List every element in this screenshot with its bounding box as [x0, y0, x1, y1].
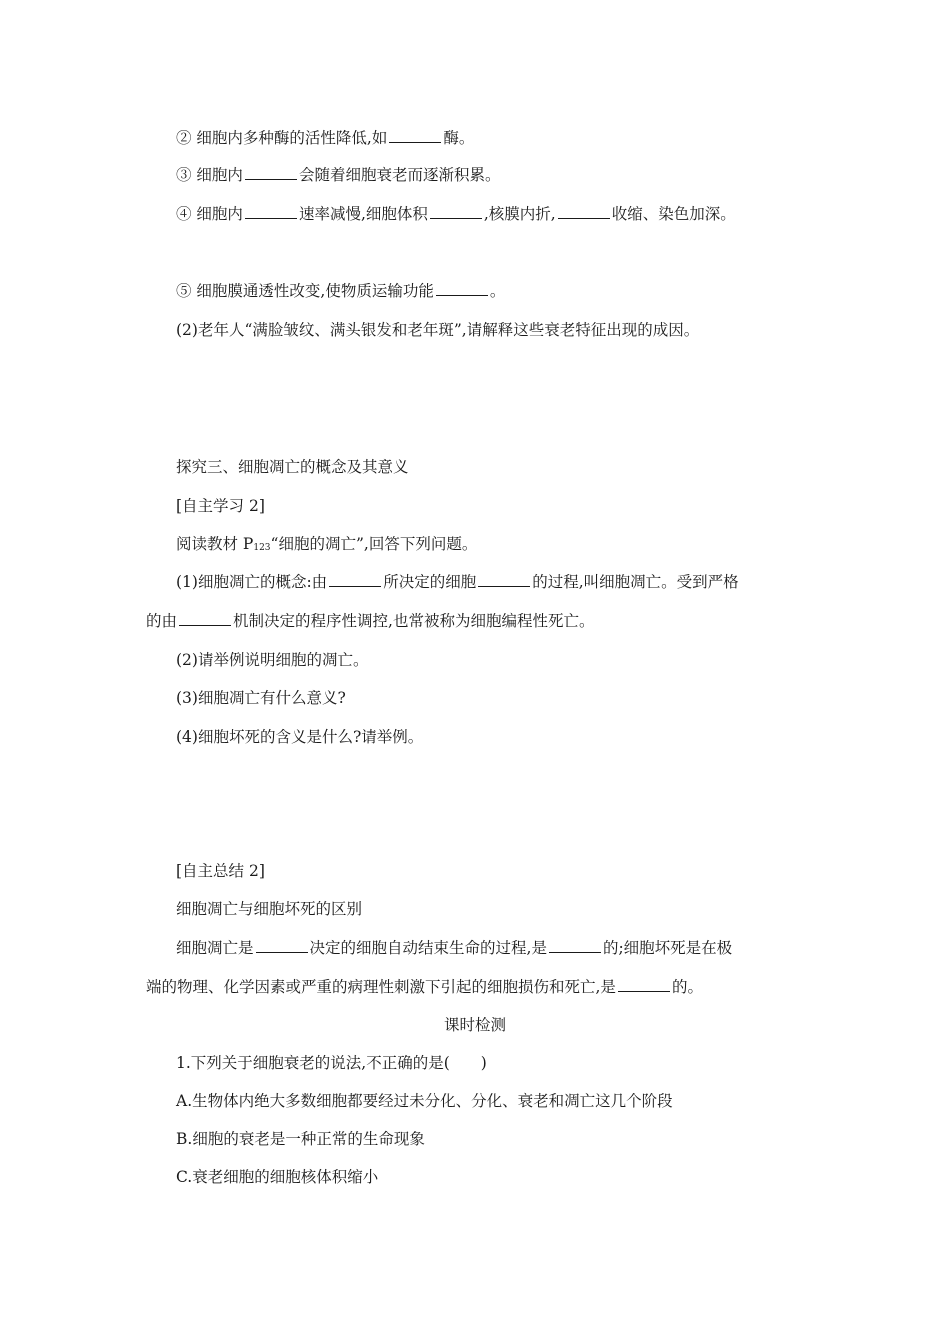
- question-3-significance: (3)细胞凋亡有什么意义?: [176, 689, 346, 707]
- question-1-continuation: 的由 机制决定的程序性调控,也常被称为细胞编程性死亡。: [146, 612, 595, 630]
- blank[interactable]: [245, 165, 297, 180]
- question-4-necrosis: (4)细胞坏死的含义是什么?请举例。: [176, 728, 424, 746]
- blank[interactable]: [618, 977, 670, 992]
- blank[interactable]: [245, 204, 297, 219]
- blank[interactable]: [436, 281, 488, 296]
- summary-paragraph-line-1: 细胞凋亡是 决定的细胞自动结束生命的过程,是 的;细胞坏死是在极: [176, 939, 733, 957]
- item-5-membrane: ⑤ 细胞膜通透性改变,使物质运输功能 。: [176, 282, 506, 300]
- blank[interactable]: [256, 938, 308, 953]
- summary-paragraph-line-2: 端的物理、化学因素或严重的病理性刺激下引起的细胞损伤和死亡,是 的。: [146, 978, 703, 996]
- section-3-heading: 探究三、细胞凋亡的概念及其意义: [176, 458, 409, 476]
- question-1-apoptosis-concept: (1)细胞凋亡的概念:由 所决定的细胞 的过程,叫细胞凋亡。受到严格: [176, 573, 739, 591]
- blank[interactable]: [389, 128, 441, 143]
- option-b: B.细胞的衰老是一种正常的生命现象: [176, 1130, 425, 1148]
- blank[interactable]: [558, 204, 610, 219]
- item-2-enzyme: ② 细胞内多种酶的活性降低,如 酶。: [176, 129, 475, 147]
- question-2-example: (2)请举例说明细胞的凋亡。: [176, 651, 369, 669]
- option-a: A.生物体内绝大多数细胞都要经过未分化、分化、衰老和凋亡这几个阶段: [176, 1092, 673, 1110]
- question-2-elderly: (2)老年人“满脸皱纹、满头银发和老年斑”,请解释这些衰老特征出现的成因。: [176, 321, 700, 339]
- blank[interactable]: [179, 611, 231, 626]
- summary-title: 细胞凋亡与细胞坏死的区别: [176, 900, 363, 918]
- option-c: C.衰老细胞的细胞核体积缩小: [176, 1168, 379, 1186]
- item-3-accumulation: ③ 细胞内 会随着细胞衰老而逐渐积累。: [176, 166, 501, 184]
- blank[interactable]: [549, 938, 601, 953]
- blank[interactable]: [478, 572, 530, 587]
- self-summary-tag: [自主总结 2]: [176, 862, 265, 880]
- reading-instruction: 阅读教材 $P_{123}“$细胞的凋亡”,回答下列问题。: [176, 535, 478, 553]
- self-study-tag: [自主学习 2]: [176, 497, 265, 515]
- blank[interactable]: [329, 572, 381, 587]
- item-4-volume: ④ 细胞内 速率减慢,细胞体积 ,核膜内折, 收缩、染色加深。: [176, 205, 736, 223]
- test-question-1: 1.下列关于细胞衰老的说法,不正确的是( ): [176, 1054, 487, 1072]
- blank[interactable]: [430, 204, 482, 219]
- test-heading: 课时检测: [443, 1016, 506, 1034]
